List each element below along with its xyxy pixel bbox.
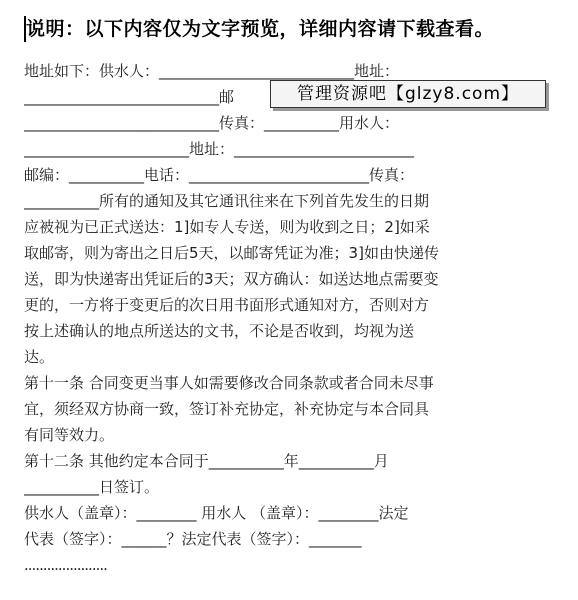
text-line: 更的，一方将于变更后的次日用书面形式通知对方，否则对方 (24, 296, 430, 314)
text-line: 邮编：__________电话：________________________传真： (24, 166, 415, 184)
text-line: 有同等效力。 (24, 426, 115, 444)
contract-body (24, 58, 554, 578)
text-line: 供水人（盖章）：________ 用水人 （盖章）：________法定 (24, 504, 409, 522)
text-line: 地址如下：供水人：__________________________地址： (24, 62, 400, 80)
text-line: 达。 (24, 348, 55, 366)
text-line: __________________________传真：__________用水人： (24, 114, 400, 132)
text-line: 按上述确认的地点所送达的文书，不论是否收到，均视为送 (24, 322, 415, 340)
text-line: __________________________邮 (24, 88, 235, 106)
text-line: 代表（签字）：______？法定代表（签字）：_______ (24, 530, 362, 548)
text-line: 第十一条 合同变更当事人如需要修改合同条款或者合同未尽事 (24, 374, 434, 392)
text-line: __________所有的通知及其它通讯往来在下列首先发生的日期 (24, 192, 430, 210)
text-line: 宜，须经双方协商一致，签订补充协定，补充协定与本合同具 (24, 400, 430, 418)
watermark-banner: 管理资源吧【glzy8.com】 (270, 80, 546, 108)
text-line: 第十二条 其他约定本合同于__________年__________月 (24, 452, 389, 470)
text-line: 送，即为快递寄出凭证后的3天；双方确认：如送达地点需要变 (24, 270, 439, 288)
text-line: 应被视为已正式送达：1]如专人专送，则为收到之日；2]如采 (24, 218, 430, 236)
text-line: 取邮寄，则为寄出之日后5天，以邮寄凭证为准；3]如由快递传 (24, 244, 439, 262)
ellipsis-line: ...................... (24, 556, 107, 574)
text-line: __________日签订。 (24, 478, 160, 496)
text-line: ______________________地址：________________________ (24, 140, 415, 158)
preview-notice: 说明：以下内容仅为文字预览，详细内容请下载查看。 (26, 18, 495, 40)
